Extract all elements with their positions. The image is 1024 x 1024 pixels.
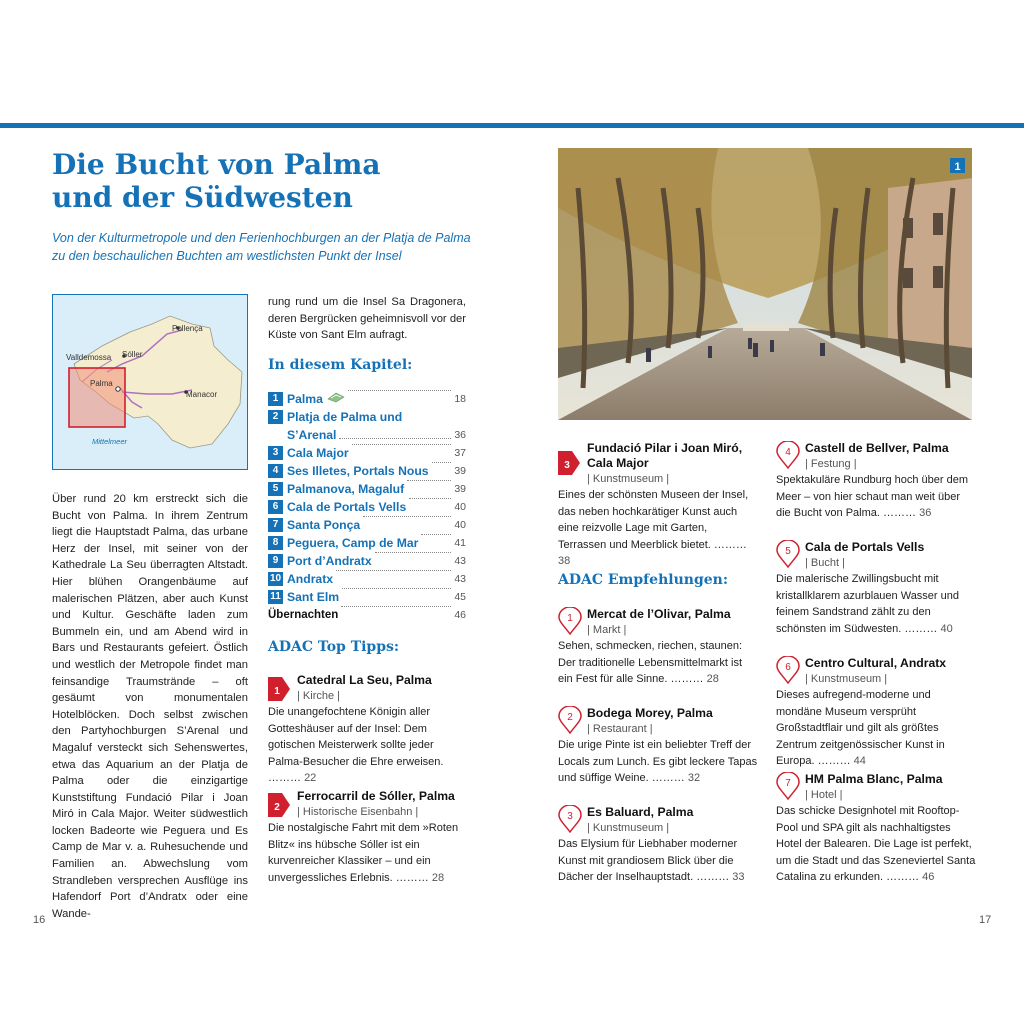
page-number-right: 17 — [979, 914, 992, 926]
chapter-number: 10 — [269, 573, 282, 584]
chapter-item[interactable] — [268, 444, 466, 462]
chapter-page: 43 — [454, 573, 466, 585]
recommend-category: | Markt | — [587, 624, 627, 636]
chapter-label: Santa Ponça — [287, 518, 361, 532]
chapter-number: 11 — [268, 590, 283, 604]
chapter-label: Cala de Portals Vells — [287, 500, 407, 514]
recommend-name: Es Baluard, Palma — [587, 805, 694, 819]
chapter-page: 18 — [454, 393, 466, 405]
recommend-description: Dieses aufregend-moderne und mondäne Museum versprüht Großstadtflair und gilt als größtes Zentrum zeitgenössischer Kunst in Europa. — [776, 689, 945, 768]
chapter-page: 43 — [454, 555, 466, 567]
marker-number: 5 — [785, 546, 791, 557]
tip-description: Eines der schönsten Museen der Insel, das neben hochkarätiger Kunst auch eine reizvolle Lage mit Garten, Terrassen und Meerblick bietet. — [558, 489, 749, 551]
chapter-label: Platja de Palma und — [287, 410, 403, 424]
tip-category: | Kunstmuseum | — [587, 473, 670, 485]
recommend-name: Cala de Portals Vells — [805, 540, 925, 554]
recommend-page: 40 — [940, 622, 953, 635]
marker-number: 3 — [567, 811, 573, 822]
chapter-label: Sant Elm — [287, 590, 340, 604]
intro-text: Über rund 20 km erstreckt sich die Bucht von Palma. In ihrem Zentrum liegt die Hauptstadt Palma, das urbane Herz der Insel, mit seiner von der Kathedrale La Seu überragten Altstadt. Hier blühen Orangenbäume auf malerischen Plätzen, aber auch Kunst und Kultur. Geschäfte laden zum Bummeln ein, und am Abend wird in Bars und Restaurants gefeiert. Östlich und westlich der Metropole findet man feinsandige Traumstrände – oft gesäumt von monumentalen Hotelblöcken. Doch selbst zwischen den Partyhochburgen S’Arenal und Magaluf versteckt sich Sehenswertes, etwa das Aquarium an der Platja de Palma oder die einzigartige Kunststiftung Fundació Pilar i Joan Miró in Cala Major. Weiter südwestlich locken Badeorte wie Peguera und Es Camp de Mar v. a. Ruhesuchende und Familien an. Abwechslung vom Strandleben versprechen Ausflüge ins Hafendorf Port d’Andratx oder eine Wande- — [52, 493, 248, 920]
chapter-label: S’Arenal — [287, 428, 337, 442]
map-pin-icon — [558, 706, 582, 734]
chapter-item[interactable] — [268, 462, 466, 480]
chapter-number: 8 — [268, 536, 283, 550]
marker-number: 6 — [785, 662, 791, 673]
chapter-label: Palma — [287, 392, 323, 406]
recommend-name: Centro Cultural, Andratx — [805, 656, 947, 670]
map-label-palma: Palma — [90, 379, 113, 388]
chapter-number: 7 — [268, 518, 283, 532]
top-tip-item: 1 Catedral La Seu, Palma | Kirche | Die unangefochtene Königin aller Gotteshäuser auf der Insel: Dem gotischen Meisterwerk sollte jeder Palma-Besucher die Ehre erweisen. ……… 22 — [268, 673, 466, 787]
recommend-category: | Bucht | — [805, 557, 845, 569]
recommend-name: Mercat de l’Olivar, Palma — [587, 607, 731, 621]
marker-number: 1 — [567, 613, 573, 624]
tip-name: Ferrocarril de Sóller, Palma — [297, 789, 455, 803]
chapter-number: 6 — [268, 500, 283, 514]
marker-number: 3 — [564, 460, 570, 471]
chapter-number: 1 — [268, 392, 283, 406]
marker-number: 2 — [567, 712, 573, 723]
map-label-soller: Sóller — [122, 350, 143, 359]
map-pin-icon — [776, 656, 800, 684]
intro-text-continued: rung rund um die Insel Sa Dragonera, deren Bergrücken geheimnisvoll vor der Küste von Sant Elm aufragt. — [268, 296, 466, 342]
chapter-item[interactable] — [268, 552, 466, 570]
recommend-page: 33 — [732, 871, 745, 884]
photo-badge: 1 — [954, 161, 961, 173]
recommend-category: | Kunstmuseum | — [805, 673, 888, 685]
recommend-item: 6 Centro Cultural, Andratx | Kunstmuseum | Dieses aufregend-moderne und mondäne Museum versprüht Großstadtflair und gilt als größtes Zentrum zeitgenössischer Kunst in Europa. ……… 44 — [776, 656, 976, 770]
chapter-label: Palmanova, Magaluf — [287, 482, 405, 496]
photo-tree-lined-boulevard — [558, 148, 972, 420]
tip-name: Fundació Pilar i Joan Miró, Cala Major — [587, 441, 743, 470]
map-pin-icon — [776, 441, 800, 469]
recommend-description: Sehen, schmecken, riechen, staunen: Der traditionelle Lebensmittelmarkt ist ein Fest für alle Sinne. — [558, 640, 743, 686]
recommend-description: Das schicke Designhotel mit Rooftop-Pool und SPA gilt als nachhaltigstes Hotel der Balearen. Die Lage ist perfekt, um die Stadt und das Szeneviertel Santa Catalina zu erkunden. — [776, 805, 976, 884]
chapter-page: 39 — [454, 465, 466, 477]
recommend-description: Die malerische Zwillingsbucht mit kristallklarem azurblauen Wasser und feinem Sandstrand zählt zu den schönsten im Südwesten. — [776, 573, 959, 635]
recommend-category: | Kunstmuseum | — [587, 822, 670, 834]
top-tip-item: 2 Ferrocarril de Sóller, Palma | Historische Eisenbahn | Die nostalgische Fahrt mit dem »Roten Blitz« ins hübsche Sóller ist ein kurvenreicher Klassiker – und ein unvergessliches Erlebnis. ……… 28 — [268, 789, 466, 886]
chapter-item[interactable] — [268, 408, 466, 426]
chapter-item[interactable] — [268, 390, 466, 408]
overnight-item[interactable] — [268, 606, 466, 624]
recommend-item: 2 Bodega Morey, Palma | Restaurant | Die urige Pinte ist ein beliebter Treff der Locals zum Lunch. Es gibt leckere Tapas und süffige Weine. ……… 32 — [558, 706, 758, 785]
marker-number: 4 — [785, 447, 791, 458]
recommend-page: 44 — [853, 755, 866, 768]
chapter-subtitle: Von der Kulturmetropole und den Ferienhochburgen an der Platja de Palma zu den beschaulichen Buchten am westlichsten Punkt der Insel — [52, 231, 471, 263]
map-book-icon — [327, 390, 345, 408]
tip-category: | Kirche | — [297, 690, 341, 702]
recommend-item: 5 Cala de Portals Vells | Bucht | Die malerische Zwillingsbucht mit kristallklarem azurblauen Wasser und feinem Sandstrand zählt zu den schönsten im Südwesten. ……… 40 — [776, 540, 976, 637]
tip-page: 38 — [558, 555, 571, 568]
chapter-item[interactable] — [268, 498, 466, 516]
red-arrow-flag-icon — [268, 675, 292, 703]
map-label-manacor: Manacor — [186, 390, 218, 399]
recommend-item: 4 Castell de Bellver, Palma | Festung | Spektakuläre Rundburg hoch über dem Meer – von hier schaut man weit über die Bucht von Palma. ……… 36 — [776, 441, 976, 522]
overview-map — [52, 294, 248, 470]
map-pin-icon — [558, 805, 582, 833]
chapter-number: 9 — [268, 554, 283, 568]
recommend-page: 28 — [706, 673, 719, 686]
recommend-page: 36 — [919, 507, 932, 520]
tip-category: | Historische Eisenbahn | — [297, 806, 419, 818]
chapter-page: 45 — [454, 591, 466, 603]
tip-description: Die unangefochtene Königin aller Gotteshäuser auf der Insel: Dem gotischen Meisterwerk sollte jeder Palma-Besucher die Ehre erweisen. — [268, 706, 444, 768]
chapter-item[interactable] — [268, 516, 466, 534]
chapter-page: 40 — [454, 501, 466, 513]
title-line-1: Die Bucht von Palma — [52, 148, 381, 181]
overnight-page: 46 — [454, 609, 466, 621]
top-tips-heading: ADAC Top Tipps: — [268, 639, 400, 655]
top-rule — [0, 123, 1024, 128]
map-pin-icon — [776, 540, 800, 568]
recommend-description: Spektakuläre Rundburg hoch über dem Meer – von hier schaut man weit über die Bucht von Palma. — [776, 474, 969, 520]
recommend-heading: ADAC Empfehlungen: — [558, 572, 728, 588]
chapter-label: Peguera, Camp de Mar — [287, 536, 419, 550]
title-line-2: und der Südwesten — [52, 181, 353, 214]
chapter-page: 41 — [454, 537, 466, 549]
tip-name: Catedral La Seu, Palma — [297, 673, 432, 687]
recommend-category: | Restaurant | — [587, 723, 653, 735]
tip-page: 22 — [304, 772, 317, 785]
red-arrow-flag-icon — [558, 449, 582, 477]
tip-description: Die nostalgische Fahrt mit dem »Roten Blitz« ins hübsche Sóller ist ein kurvenreicher Klassiker – und ein unvergessliches Erlebnis. — [268, 822, 459, 884]
chapter-number: 5 — [268, 482, 283, 496]
chapter-item[interactable] — [268, 588, 466, 606]
top-tip-item: 3 Fundació Pilar i Joan Miró, Cala Major | Kunstmuseum | Eines der schönsten Museen der Insel, das neben hochkarätiger Kunst auch eine reizvolle Lage mit Garten, Terrassen und Meerblick bietet. ……… 38 — [558, 441, 758, 570]
chapter-heading: In diesem Kapitel: — [268, 357, 413, 373]
chapter-list — [268, 390, 466, 624]
marker-number: 1 — [274, 686, 280, 697]
map-label-valldemossa: Valldemossa — [66, 353, 112, 362]
chapter-item[interactable] — [268, 480, 466, 498]
recommend-category: | Festung | — [805, 458, 857, 470]
recommend-item: 3 Es Baluard, Palma | Kunstmuseum | Das Elysium für Liebhaber moderner Kunst mit grandiosem Blick über die Dächer der Inselhauptstadt. ……… 33 — [558, 805, 758, 886]
recommend-item: 1 Mercat de l’Olivar, Palma | Markt | Sehen, schmecken, riechen, staunen: Der traditionelle Lebensmittelmarkt ist ein Fest für alle Sinne. ……… 28 — [558, 607, 758, 688]
chapter-label: Cala Major — [287, 446, 349, 460]
page-number-left: 16 — [33, 914, 46, 926]
recommend-name: HM Palma Blanc, Palma — [805, 772, 943, 786]
chapter-label: Port d’Andratx — [287, 554, 372, 568]
overnight-label: Übernachten — [268, 609, 339, 621]
chapter-item[interactable] — [268, 534, 466, 552]
chapter-number: 2 — [268, 410, 283, 424]
chapter-label: Ses Illetes, Portals Nous — [287, 464, 429, 478]
recommend-item: 7 HM Palma Blanc, Palma | Hotel | Das schicke Designhotel mit Rooftop-Pool und SPA gilt als nachhaltigstes Hotel der Balearen. Die Lage ist perfekt, um die Stadt und das Szeneviertel Santa Catalina zu erkunden. ……… 46 — [776, 772, 976, 884]
chapter-page: 36 — [454, 429, 466, 441]
recommend-category: | Hotel | — [805, 789, 843, 801]
map-label-pollenca: Pollença — [172, 324, 203, 333]
chapter-page: 39 — [454, 483, 466, 495]
highlight-region — [69, 368, 125, 427]
recommend-name: Castell de Bellver, Palma — [805, 441, 949, 455]
recommend-name: Bodega Morey, Palma — [587, 706, 713, 720]
chapter-item[interactable] — [268, 570, 466, 588]
marker-number: 7 — [785, 778, 791, 789]
recommend-description: Das Elysium für Liebhaber moderner Kunst mit grandiosem Blick über die Dächer der Inselhauptstadt. — [558, 838, 738, 884]
recommend-page: 46 — [922, 871, 935, 884]
chapter-number: 4 — [268, 464, 283, 478]
map-label-sea: Mittelmeer — [92, 437, 128, 446]
chapter-label: Andratx — [287, 572, 334, 586]
marker-number: 2 — [274, 802, 280, 813]
recommend-page: 32 — [687, 772, 701, 785]
red-arrow-flag-icon — [268, 791, 292, 819]
recommend-description: Die urige Pinte ist ein beliebter Treff der Locals zum Lunch. Es gibt leckere Tapas und süffige Weine. — [558, 739, 758, 785]
map-pin-icon — [558, 607, 582, 635]
chapter-page: 40 — [454, 519, 466, 531]
chapter-number: 3 — [268, 446, 283, 460]
chapter-page: 37 — [454, 447, 466, 459]
tip-page: 28 — [431, 871, 445, 884]
map-pin-icon — [776, 772, 800, 800]
chapter-item-continued[interactable] — [268, 426, 466, 444]
page-title — [52, 148, 512, 214]
